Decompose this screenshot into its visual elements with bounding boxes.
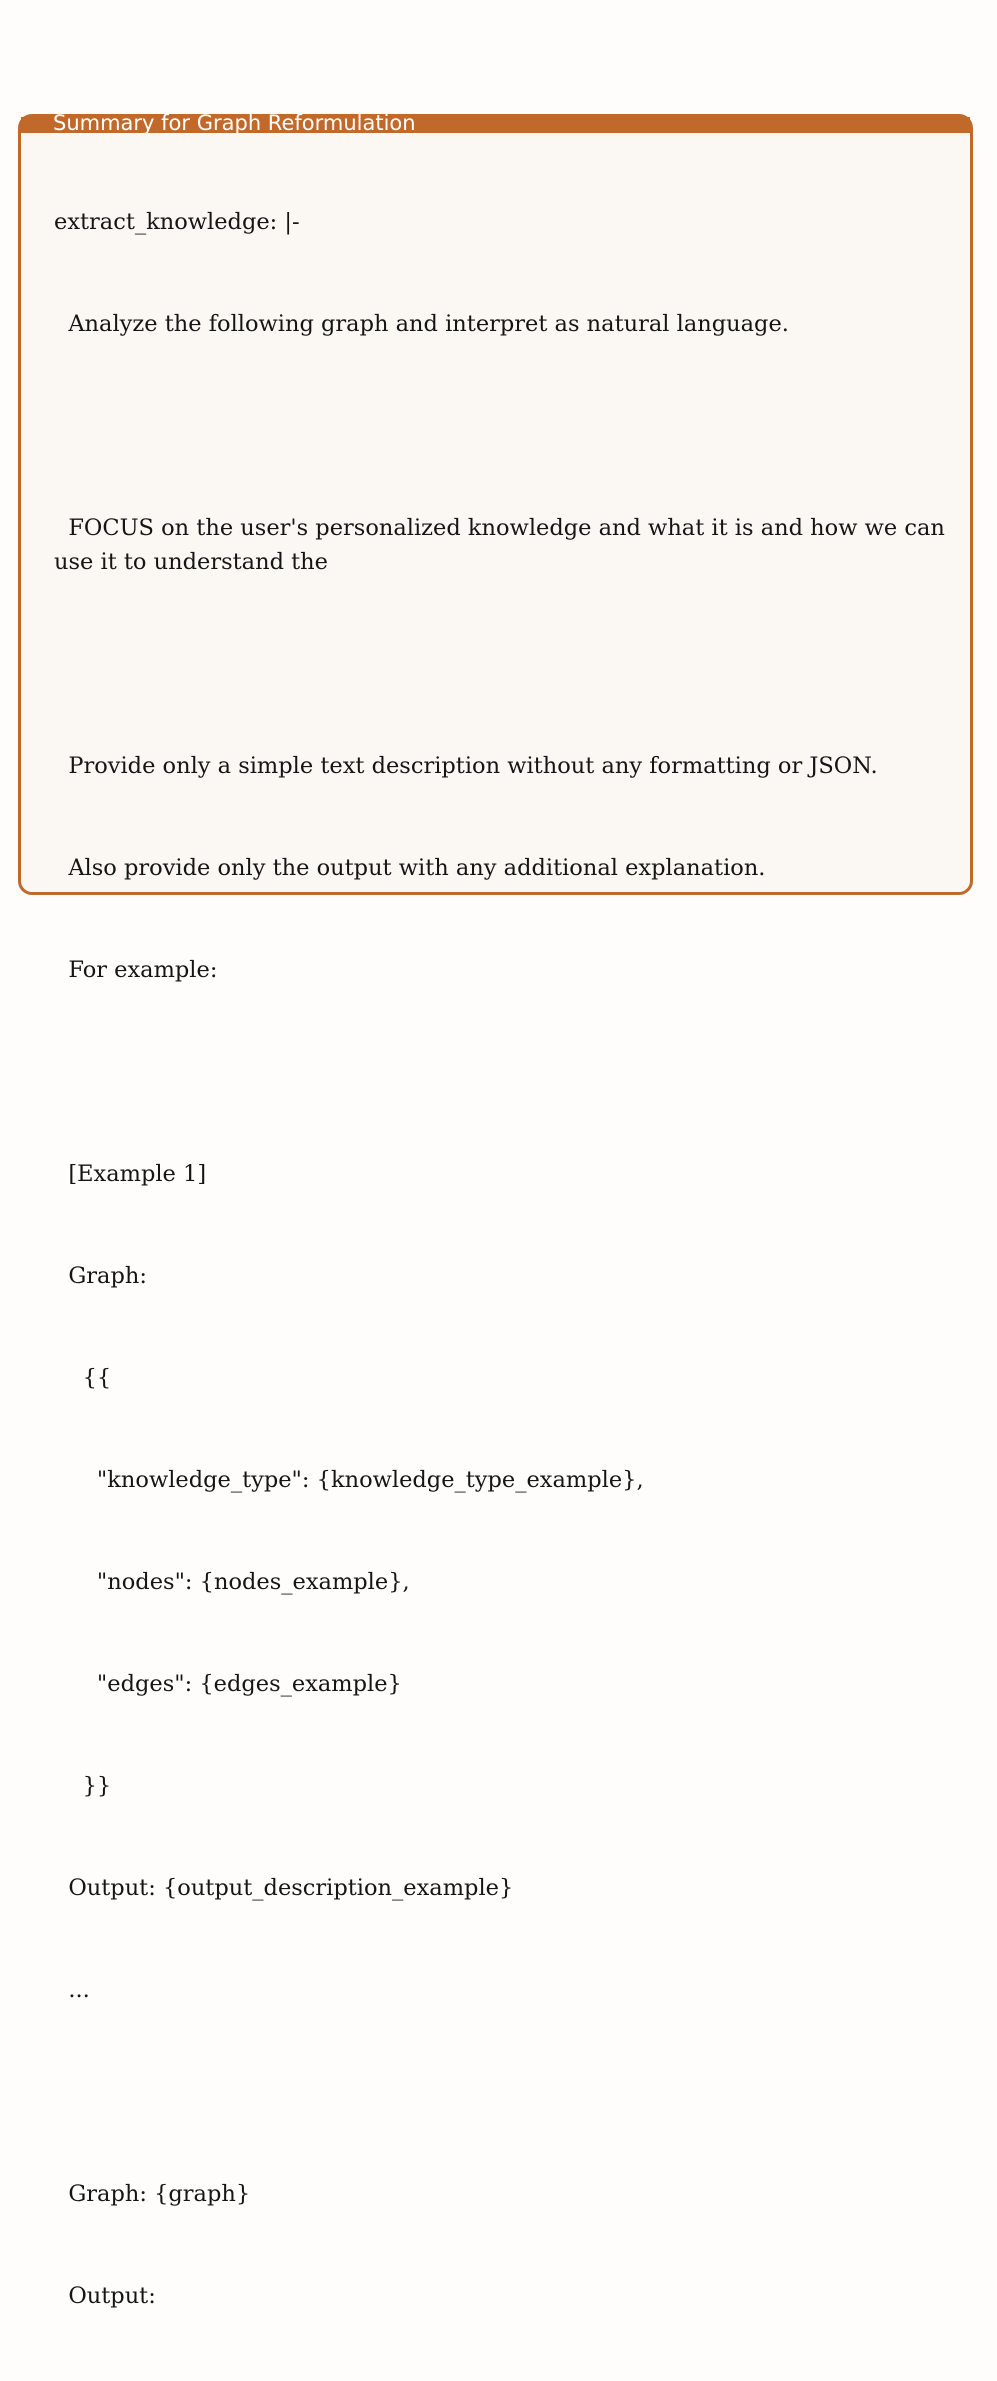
prompt-line: [54, 2075, 954, 2109]
prompt-line: Graph:: [54, 1263, 147, 1289]
prompt-line: [54, 409, 954, 443]
prompt-line: "knowledge_type": {knowledge_type_example},: [54, 1467, 644, 1493]
prompt-line: {{: [54, 1365, 112, 1391]
prompt-line: Output: {output_description_example}: [54, 1875, 514, 1901]
prompt-title: Summary for Graph Reformulation: [53, 111, 416, 135]
prompt-line: "edges": {edges_example}: [54, 1671, 402, 1697]
prompt-line: "nodes": {nodes_example},: [54, 1569, 410, 1595]
prompt-line: Graph: {graph}: [54, 2181, 251, 2207]
prompt-line: [54, 647, 954, 681]
prompt-header: [21, 111, 970, 135]
prompt-line: Output:: [54, 2283, 156, 2309]
prompt-line: FOCUS on the user's personalized knowledge and what it is and how we can use it to understand the: [54, 515, 953, 575]
prompt-line: }}: [54, 1773, 112, 1799]
prompt-line: For example:: [54, 957, 218, 983]
prompt-line: Provide only a simple text description without any formatting or JSON.: [54, 753, 878, 779]
prompt-line: ...: [54, 1977, 90, 2003]
prompt-line: Analyze the following graph and interpret as natural language.: [54, 311, 789, 337]
prompt-line: [Example 1]: [54, 1161, 207, 1187]
prompt-line: extract_knowledge: |-: [54, 209, 300, 235]
prompt-box: [18, 111, 973, 2309]
prompt-line: [54, 1055, 954, 1089]
prompt-line: Also provide only the output with any additional explanation.: [54, 855, 766, 881]
prompt-body: [54, 137, 954, 2381]
